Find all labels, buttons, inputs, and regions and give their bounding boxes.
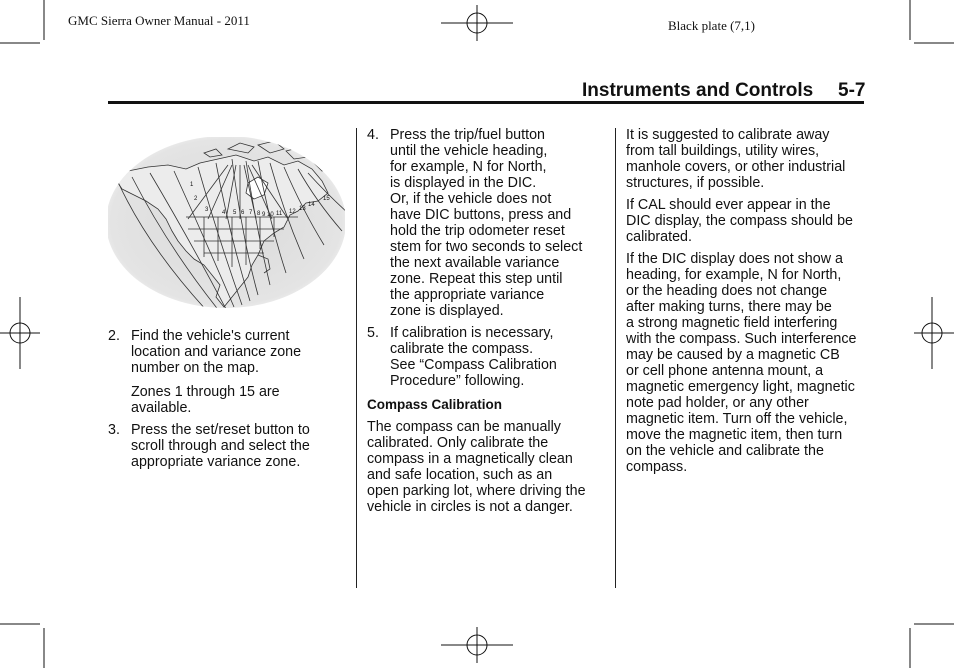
step-4: 4. Press the trip/fuel button until the vehicle heading, for example, N for North, is displayed in the DIC. Or, if the vehicle does not have DIC buttons, press and hold the trip odometer reset stem for two seconds to select the next available variance zone. Repeat this step until the appropriate variance zone is displayed.	[367, 127, 583, 319]
paragraph-2: If CAL should ever appear in the DIC display, the compass should be calibrated.	[626, 197, 854, 245]
step-2: 2. Find the vehicle's current location and variance zone number on the map.	[108, 328, 302, 376]
zone-label: 10	[267, 212, 274, 218]
column-2	[367, 127, 607, 515]
paragraph-3: If the DIC display does not show a heading, for example, N for North, or the heading does not change after making turns, there may be a strong magnetic field interfering with the compass. Such interference may be caused by a magnetic CB or cell phone antenna mount, a magnetic emergency light, magnetic note pad holder, or any other magnetic item. Turn off the vehicle, move the magnetic item, then turn on the vehicle and calibrate the compass.	[626, 251, 857, 475]
variance-zone-map	[108, 137, 345, 315]
step-5: 5. If calibration is necessary, calibrate the compass. See “Compass Calibration Procedure” following.	[367, 325, 557, 389]
zone-label: 3	[205, 207, 209, 213]
step-number: 5.	[367, 325, 379, 341]
step-number: 2.	[108, 328, 120, 344]
subheading-compass-calibration: Compass Calibration	[367, 397, 503, 412]
step-3: 3. Press the set/reset button to scroll through and select the appropriate variance zone.	[108, 422, 310, 470]
section-title: Instruments and Controls	[582, 80, 814, 101]
plate-label: Black plate (7,1)	[668, 18, 755, 33]
column-1	[108, 328, 348, 470]
zone-label: 15	[323, 196, 330, 202]
column-3	[626, 127, 871, 475]
zone-label: 6	[241, 210, 245, 216]
zone-label: 8	[257, 211, 261, 217]
step-number: 3.	[108, 422, 120, 438]
zones-note: Zones 1 through 15 are available.	[131, 384, 280, 416]
zone-label: 2	[194, 196, 198, 202]
zone-label: 9	[262, 212, 266, 218]
paragraph-1: It is suggested to calibrate away from tall buildings, utility wires, manhole covers, or other industrial structures, if possible.	[626, 127, 846, 191]
manual-title: GMC Sierra Owner Manual - 2011	[68, 13, 250, 28]
calibration-paragraph: The compass can be manually calibrated. Only calibrate the compass in a magnetically clean and safe location, such as an open parking lot, where driving the vehicle in circles is not a danger.	[367, 419, 586, 515]
zone-label: 11	[276, 211, 283, 217]
zone-label: 5	[233, 210, 237, 216]
header-rule	[108, 101, 864, 104]
zone-label: 12	[289, 209, 296, 215]
zone-label: 4	[222, 210, 226, 216]
zone-label: 1	[190, 182, 194, 188]
step-number: 4.	[367, 127, 379, 143]
column-divider	[615, 128, 616, 588]
page-number: 5-7	[838, 80, 866, 101]
column-divider	[356, 128, 357, 588]
zone-label: 13	[299, 206, 306, 212]
zone-label: 14	[308, 202, 315, 208]
zone-label: 7	[249, 210, 253, 216]
